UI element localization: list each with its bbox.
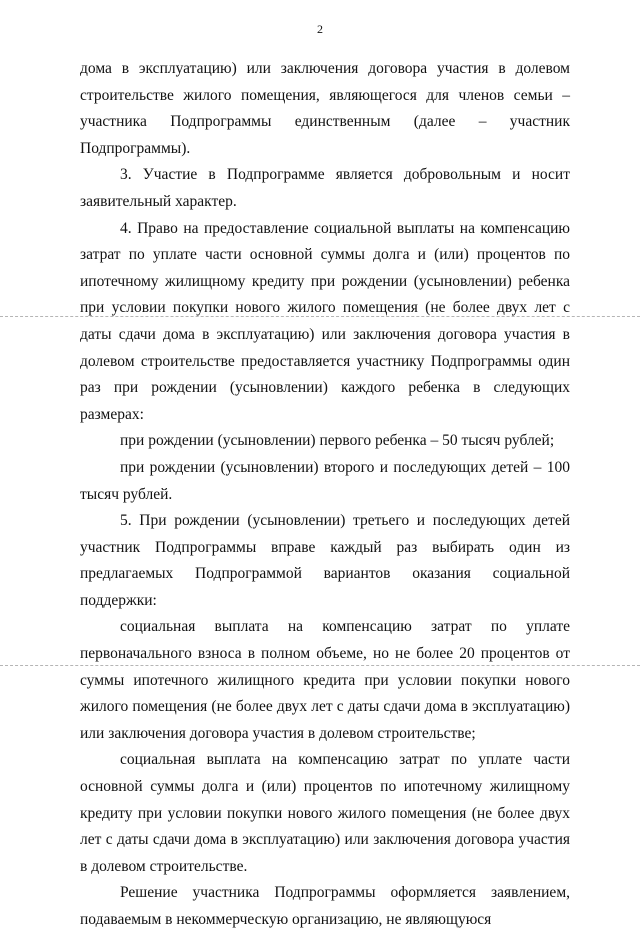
paragraph-decision: Решение участника Подпрограммы оформляется заявлением, подаваемым в некоммерческую организацию, не являющуюся [80, 884, 570, 928]
paragraph-option-debt-repayment: социальная выплата на компенсацию затрат по уплате части основной суммы долга и (или) процентов по ипотечному жилищному кредиту при условии покупки нового жилого помещения (не более двух лет с даты сдачи дома в эксплуатацию) или заключения договора участия в долевом строительстве. [80, 751, 570, 875]
paragraph-item-4: 4. Право на предоставление социальной выплаты на компенсацию затрат по уплате части основной суммы долга и (или) процентов по ипотечному жилищному кредиту при рождении (усыновлении) ребенка при условии покупки нового жилого помещения (не более двух лет с даты сдачи дома в эксплуатацию) или заключения договора участия в долевом строительстве предоставляется участнику Подпрограммы один раз при рождении (усыновлении) каждого ребенка в следующих размерах: [80, 219, 570, 423]
paragraph-second-child-amount: при рождении (усыновлении) второго и последующих детей – 100 тысяч рублей. [80, 458, 570, 503]
page-number: 2 [317, 22, 323, 36]
paragraph-first-child-amount: при рождении (усыновлении) первого ребенка – 50 тысяч рублей; [120, 432, 555, 450]
paragraph-item-3: 3. Участие в Подпрограмме является добровольным и носит заявительный характер. [80, 166, 570, 210]
paragraph-item-5: 5. При рождении (усыновлении) третьего и последующих детей участник Подпрограммы вправе каждый раз выбирать один из предлагаемых Подпрограммой вариантов оказания социальной поддержки: [80, 512, 570, 609]
document-body [80, 56, 570, 934]
paragraph-option-down-payment: социальная выплата на компенсацию затрат по уплате первоначального взноса в полном объеме, но не более 20 процентов от суммы ипотечного жилищного кредита при условии покупки нового жилого помещения (не более двух лет с даты сдачи дома в эксплуатацию) или заключения договора участия в долевом строительстве; [80, 618, 570, 742]
paragraph-continuation: дома в эксплуатацию) или заключения договора участия в долевом строительстве жилого помещения, являющегося для членов семьи – участника Подпрограммы единственным (далее – участник Подпрограммы). [80, 60, 570, 157]
